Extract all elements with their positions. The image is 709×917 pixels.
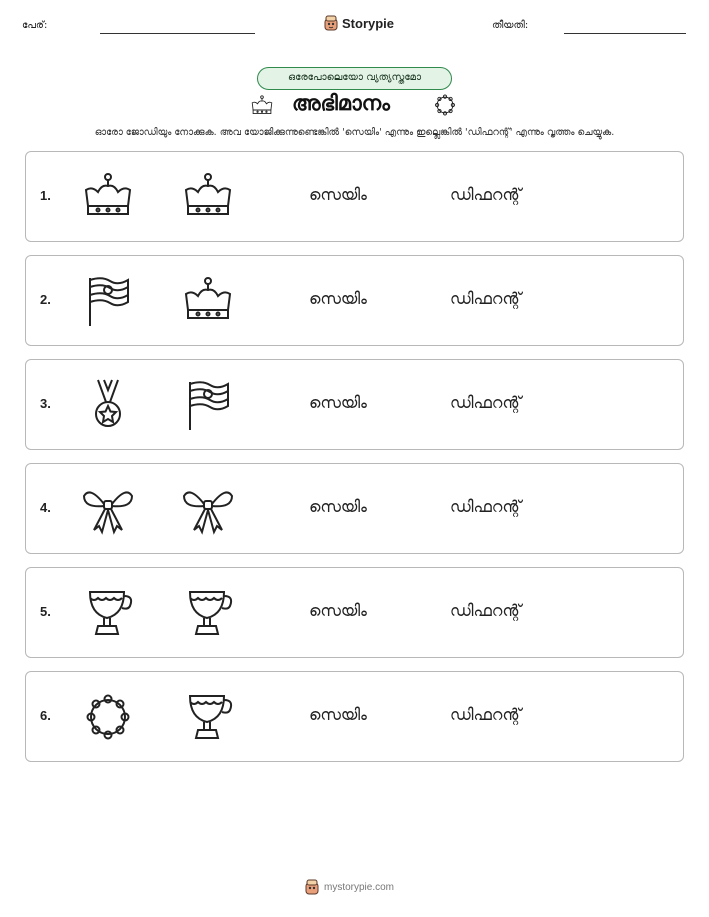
same-option[interactable]: സെയിം <box>309 497 367 516</box>
brand-name: Storypie <box>342 15 395 31</box>
different-option[interactable]: ഡിഫറന്റ് <box>450 393 522 412</box>
wreath-icon <box>80 690 136 744</box>
different-option[interactable]: ഡിഫറന്റ് <box>450 705 522 724</box>
trophy-icon <box>180 690 236 744</box>
storypie-mascot-icon <box>324 15 338 31</box>
same-option[interactable]: സെയിം <box>309 705 367 724</box>
question-number: 3. <box>40 396 51 411</box>
page-title: അഭിമാനം <box>292 91 390 115</box>
activity-badge: ഒരേപോലെയോ വ്യത്യസ്തമോ <box>257 67 452 90</box>
wreath-icon <box>432 92 458 118</box>
question-row <box>25 255 684 346</box>
question-number: 1. <box>40 188 51 203</box>
question-row <box>25 671 684 762</box>
bow-icon <box>80 482 136 536</box>
different-option[interactable]: ഡിഫറന്റ് <box>450 185 522 204</box>
question-number: 5. <box>40 604 51 619</box>
different-option[interactable]: ഡിഫറന്റ് <box>450 497 522 516</box>
question-number: 4. <box>40 500 51 515</box>
crown-icon <box>80 170 136 224</box>
same-option[interactable]: സെയിം <box>309 393 367 412</box>
name-label: പേര്: <box>22 20 48 31</box>
crown-icon <box>180 170 236 224</box>
question-row <box>25 463 684 554</box>
name-line <box>100 33 255 34</box>
question-number: 2. <box>40 292 51 307</box>
storypie-mascot-icon <box>305 879 319 895</box>
trophy-icon <box>80 586 136 640</box>
crown-icon <box>180 274 236 328</box>
same-option[interactable]: സെയിം <box>309 289 367 308</box>
crown-icon <box>249 94 275 118</box>
question-row <box>25 567 684 658</box>
same-option[interactable]: സെയിം <box>309 185 367 204</box>
bow-icon <box>180 482 236 536</box>
different-option[interactable]: ഡിഫറന്റ് <box>450 601 522 620</box>
medal-icon <box>80 378 136 432</box>
footer-url[interactable]: mystorypie.com <box>324 881 395 893</box>
date-line <box>564 33 686 34</box>
question-number: 6. <box>40 708 51 723</box>
footer <box>305 879 394 895</box>
question-row <box>25 359 684 450</box>
question-row <box>25 151 684 242</box>
flag-icon <box>180 378 236 432</box>
brand-logo <box>324 13 394 33</box>
different-option[interactable]: ഡിഫറന്റ് <box>450 289 522 308</box>
same-option[interactable]: സെയിം <box>309 601 367 620</box>
date-label: തീയതി: <box>492 20 529 31</box>
flag-icon <box>80 274 136 328</box>
trophy-icon <box>180 586 236 640</box>
instructions: ഓരോ ജോഡിയും നോക്കുക. അവ യോജിക്കുന്നുണ്ടെങ്കിൽ 'സെയിം' എന്നും ഇല്ലെങ്കിൽ 'ഡിഫറന്റ്' എന്നും വൃത്തം ചെയ്യുക. <box>94 127 615 138</box>
worksheet-header <box>0 0 709 40</box>
